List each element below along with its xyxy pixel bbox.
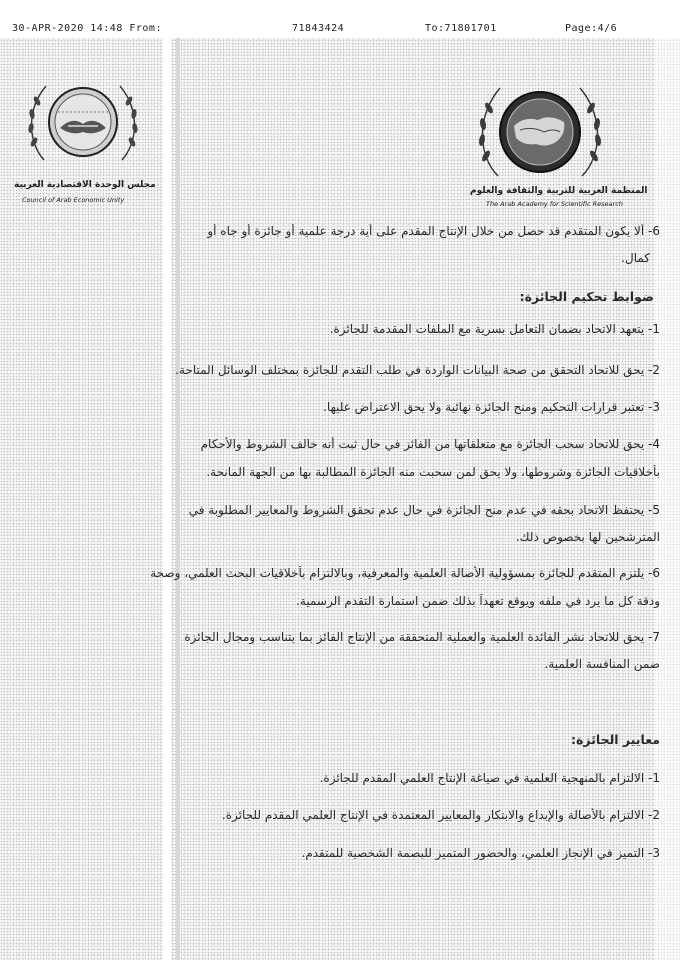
text-line: ضمن المنافسة العلمية. [544,657,660,671]
text-line: ودقة كل ما يرد في ملفه ويوقع تعهداً بذلك ضمن استمارة التقدم الرسمية. [296,594,660,608]
arab-world-map-emblem-icon [474,76,606,188]
text-line: 3- التميز في الإنجاز العلمي، والحضور المتميز للبصمة الشخصية للمتقدم. [301,846,660,860]
section-heading: معايير الجائزة: [571,732,660,747]
text-line: 7- يحق للاتحاد نشر الفائدة العلمية والعملية المتحققة من الإنتاج الفائز بما يتناسب ومجال الجائزة [184,630,660,644]
text-line: 4- يحق للاتحاد سحب الجائزة مع متعلقاتها من الفائز في حال ثبت أنه خالف الشروط والأحكام [200,437,660,451]
text-line: 5- يحتفظ الاتحاد بحقه في عدم منح الجائزة في حال عدم تحقق الشروط والمعايير المطلوبة في [188,503,660,517]
text-line: 3- تعتبر قرارات التحكيم ومنح الجائزة نهائية ولا يحق الاعتراض عليها. [323,400,660,414]
left-logo-caption-ar: مجلس الوحدة الاقتصادية العربية [14,180,156,190]
right-logo-caption-en: The Arab Academy for Scientific Research [486,200,623,208]
fax-to-number: To:71801701 [425,23,497,34]
text-line: كمال. [621,251,650,265]
fax-from-number: 71843424 [292,23,345,34]
text-line: 2- يحق للاتحاد التحقق من صحة البيانات الواردة في طلب التقدم للجائزة بمختلف الوسائل المتاحة. [175,363,660,377]
text-line: 1- الالتزام بالمنهجية العلمية في صياغة الإنتاج العلمي المقدم للجائزة. [319,771,660,785]
text-line: 1- يتعهد الاتحاد بضمان التعامل بسرية مع الملفات المقدمة للجائزة. [329,322,660,336]
left-logo-caption-en: Council of Arab Economic Unity [22,196,125,204]
text-line: 6- يلتزم المتقدم للجائزة بمسؤولية الأصالة العلمية والمعرفية، وبالالتزام بأخلاقيات البحث العلمي، وصحة [150,566,660,580]
text-line: 2- الالتزام بالأصالة والإبداع والابتكار والمعايير المعتمدة في الإنتاج العلمي المقدم للجائزة. [221,808,660,822]
fax-date-time: 30-APR-2020 14:48 From: [12,23,162,34]
text-line: 6- ألا يكون المتقدم قد حصل من خلال الإنتاج المقدم على أية درجة علمية أو جائزة أو جاه أو [207,224,660,238]
fax-header [0,0,680,38]
section-heading: ضوابط تحكيم الجائزة: [519,289,654,304]
fax-page-indicator: Page:4/6 [565,23,618,34]
text-line: بأخلاقيات الجائزة وشروطها، ولا يحق لمن سحبت منه الجائزة المطالبة بها من الجهة المانحة. [206,465,660,479]
right-logo-caption-ar: المنظمة العربية للتربية والثقافة والعلوم [470,186,648,196]
text-line: المترشحين لها بخصوص ذلك. [515,530,660,544]
handshake-emblem-icon [24,72,142,172]
